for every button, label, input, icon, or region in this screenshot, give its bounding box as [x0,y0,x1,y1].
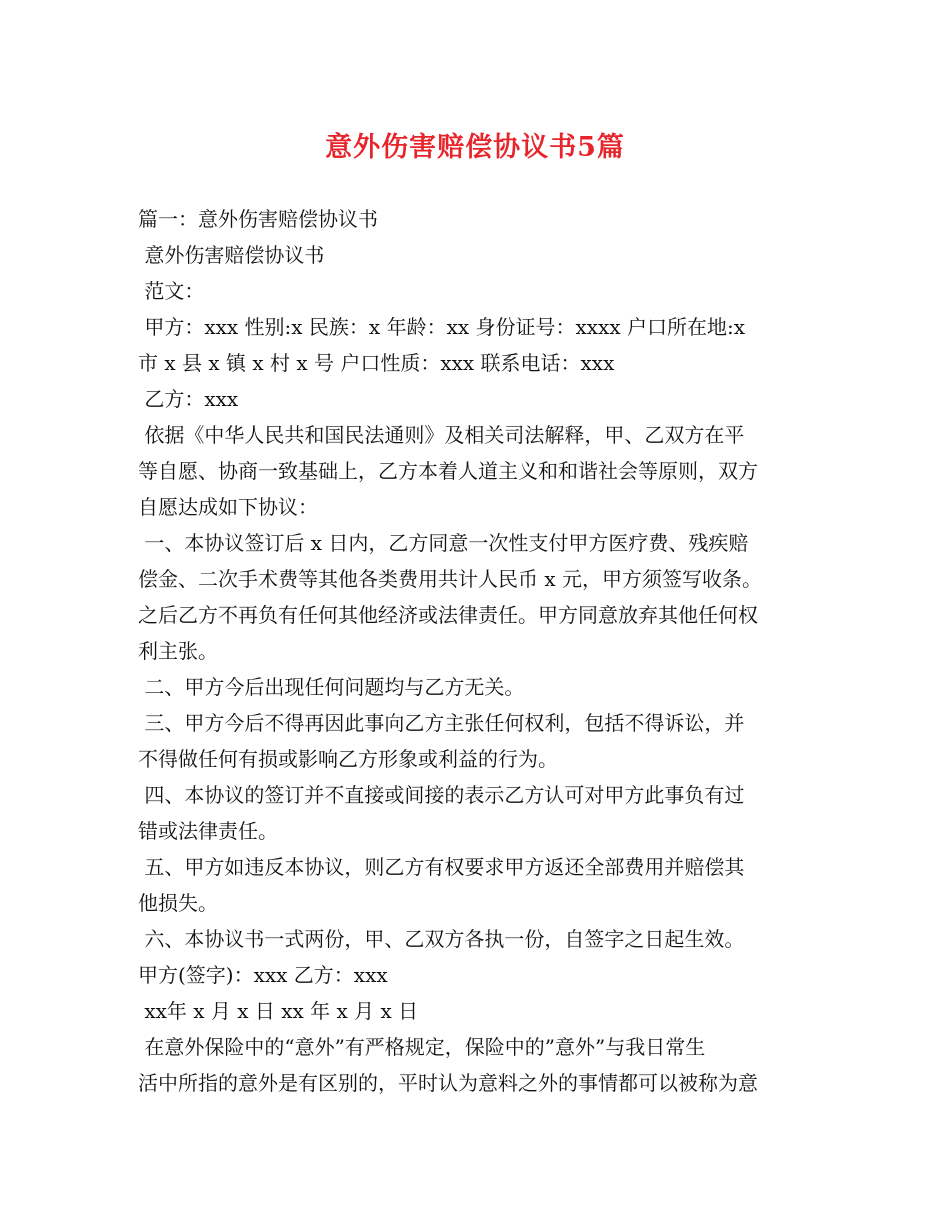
text-line: 之后乙方不再负有任何其他经济或法律责任。甲方同意放弃其他任何权 [138,603,758,627]
text-line: 甲方(签字)：xxx 乙方：xxx [138,963,388,987]
text-line: 依据《中华人民共和国民法通则》及相关司法解释，甲、乙双方在平 [138,423,745,447]
document-title: 意外伤害赔偿协议书5篇 [325,132,625,163]
text-line: 偿金、二次手术费等其他各类费用共计人民币 x 元，甲方须签写收条。 [138,567,762,591]
text-line: 甲方：xxx 性别:x 民族：x 年龄：xx 身份证号：xxxx 户口所在地:x [138,315,745,339]
text-line: 活中所指的意外是有区别的，平时认为意料之外的事情都可以被称为意 [138,1071,758,1095]
text-line: 他损失。 [138,891,218,915]
text-line: 六、本协议书一式两份，甲、乙双方各执一份，自签字之日起生效。 [138,927,745,951]
text-line: xx年 x 月 x 日 xx 年 x 月 x 日 [138,999,419,1023]
text-line: 等自愿、协商一致基础上，乙方本着人道主义和和谐社会等原则，双方 [138,459,758,483]
text-line: 意外伤害赔偿协议书 [138,243,325,267]
text-line: 不得做任何有损或影响乙方形象或利益的行为。 [138,747,558,771]
text-line: 二、甲方今后出现任何问题均与乙方无关。 [138,675,525,699]
text-line: 三、甲方今后不得再因此事向乙方主张任何权利，包括不得诉讼，并 [138,711,745,735]
text-line: 利主张。 [138,639,218,663]
text-line: 范文： [138,279,205,303]
text-line: 篇一：意外伤害赔偿协议书 [138,207,378,231]
text-line: 自愿达成如下协议： [138,495,318,519]
text-line: 一、本协议签订后 x 日内，乙方同意一次性支付甲方医疗费、残疾赔 [138,531,749,555]
text-line: 在意外保险中的“意外”有严格规定，保险中的”意外”与我日常生 [138,1035,706,1059]
document-body [138,201,818,1101]
text-line: 四、本协议的签订并不直接或间接的表示乙方认可对甲方此事负有过 [138,783,745,807]
text-line: 五、甲方如违反本协议，则乙方有权要求甲方返还全部费用并赔偿其 [138,855,745,879]
text-line: 乙方：xxx [138,387,239,411]
text-line: 错或法律责任。 [138,819,278,843]
text-line: 市 x 县 x 镇 x 村 x 号 户口性质：xxx 联系电话：xxx [138,351,615,375]
